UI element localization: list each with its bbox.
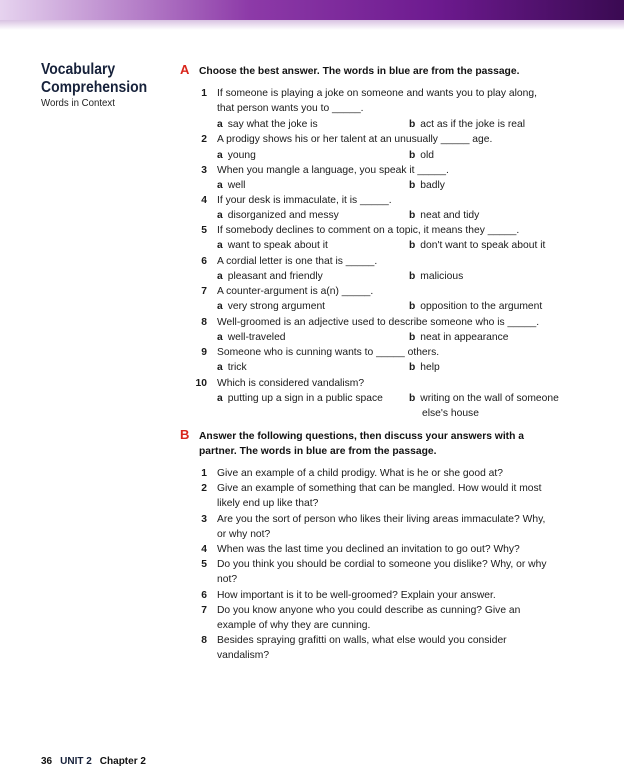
a-question: If someone is playing a joke on someone and wants you to play along, [217, 88, 537, 99]
b-question: Do you know anyone who you could describe as cunning? Give an [217, 605, 521, 616]
a-question-cont: that person wants you to _____. [217, 103, 364, 114]
footer-unit: UNIT 2 [60, 756, 92, 767]
a-question: If somebody declines to comment on a topic, it means they _____. [217, 225, 520, 236]
a-question: A cordial letter is one that is _____. [217, 256, 378, 267]
b-question: Besides spraying grafitti on walls, what else would you consider [217, 635, 507, 646]
top-banner [0, 0, 624, 20]
a-option-b-cont: else's house [422, 408, 479, 419]
a-item-number: 1 [201, 88, 207, 99]
a-question: A counter-argument is a(n) _____. [217, 286, 374, 297]
a-item-number: 2 [201, 134, 207, 145]
a-question: If your desk is immaculate, it is _____. [217, 195, 392, 206]
a-item-number: 9 [201, 347, 207, 358]
a-question: Well-groomed is an adjective used to describe someone who is _____. [217, 317, 540, 328]
b-item-number: 2 [201, 483, 207, 494]
section-sidebar [41, 61, 171, 110]
b-question: Give an example of something that can be mangled. How would it most [217, 483, 542, 494]
b-question: When was the last time you declined an invitation to go out? Why? [217, 544, 520, 555]
a-option-a: a putting up a sign in a public space [217, 393, 383, 404]
b-item-number: 1 [201, 468, 207, 479]
section-a-instruction: Choose the best answer. The words in blue are from the passage. [199, 66, 520, 77]
a-option-b: b help [409, 362, 440, 373]
section-b-instruction: Answer the following questions, then discuss your answers with a [199, 431, 524, 442]
section-b-instruction-cont: partner. The words in blue are from the passage. [199, 446, 437, 457]
b-item-number: 4 [201, 544, 207, 555]
a-option-a: a pleasant and friendly [217, 271, 323, 282]
b-question: Give an example of a child prodigy. What is he or she good at? [217, 468, 503, 479]
b-question-cont: likely end up like that? [217, 498, 319, 509]
a-question: Which is considered vandalism? [217, 378, 365, 389]
b-question: Are you the sort of person who likes their living areas immaculate? Why, [217, 514, 546, 525]
sidebar-title-line2: Comprehension [41, 79, 148, 96]
footer-chapter: Chapter 2 [99, 756, 146, 767]
a-item-number: 3 [201, 165, 207, 176]
a-item-number: 8 [201, 317, 207, 328]
a-option-b: b old [409, 150, 435, 161]
page-footer [41, 756, 146, 767]
a-option-a: a young [217, 150, 256, 161]
b-item-number: 6 [201, 590, 207, 601]
a-item-number: 4 [201, 195, 207, 206]
a-option-a: a say what the joke is [217, 119, 318, 130]
a-question: When you mangle a language, you speak it _____. [217, 165, 449, 176]
section-b-letter: B [180, 427, 190, 442]
a-question: Someone who is cunning wants to _____ others. [217, 347, 440, 358]
section-a-letter: A [180, 62, 190, 77]
a-option-b: b opposition to the argument [409, 301, 543, 312]
a-option-b: b malicious [409, 271, 464, 282]
a-item-number: 7 [201, 286, 207, 297]
b-item-number: 8 [201, 635, 207, 646]
sidebar-title-line1: Vocabulary [41, 61, 116, 78]
b-item-number: 3 [201, 514, 207, 525]
a-option-b: b don't want to speak about it [409, 240, 546, 251]
b-question-cont: vandalism? [217, 650, 270, 661]
b-item-number: 5 [201, 559, 207, 570]
a-option-a: a disorganized and messy [217, 210, 339, 221]
a-option-a: a very strong argument [217, 301, 326, 312]
b-question-cont: or why not? [217, 529, 271, 540]
a-question: A prodigy shows his or her talent at an unusually _____ age. [217, 134, 493, 145]
a-option-a: a want to speak about it [217, 240, 328, 251]
b-question: Do you think you should be cordial to someone you dislike? Why, or why [217, 559, 547, 570]
b-question-cont: not? [217, 574, 238, 585]
b-question-cont: example of why they are cunning. [217, 620, 371, 631]
a-item-number: 6 [201, 256, 207, 267]
a-option-b: b neat in appearance [409, 332, 509, 343]
a-option-a: a well [217, 180, 246, 191]
a-item-number: 5 [201, 225, 207, 236]
sidebar-subtitle: Words in Context [41, 97, 115, 109]
page-number: 36 [41, 756, 53, 767]
b-item-number: 7 [201, 605, 207, 616]
a-option-a: a well-traveled [217, 332, 286, 343]
b-question: How important is it to be well-groomed? Explain your answer. [217, 590, 496, 601]
a-option-b: b badly [409, 180, 445, 191]
a-item-number: 10 [195, 378, 207, 389]
a-option-a: a trick [217, 362, 247, 373]
a-option-b: b neat and tidy [409, 210, 480, 221]
top-banner-fade [0, 20, 624, 30]
a-option-b: b writing on the wall of someone [409, 393, 559, 404]
a-option-b: b act as if the joke is real [409, 119, 526, 130]
